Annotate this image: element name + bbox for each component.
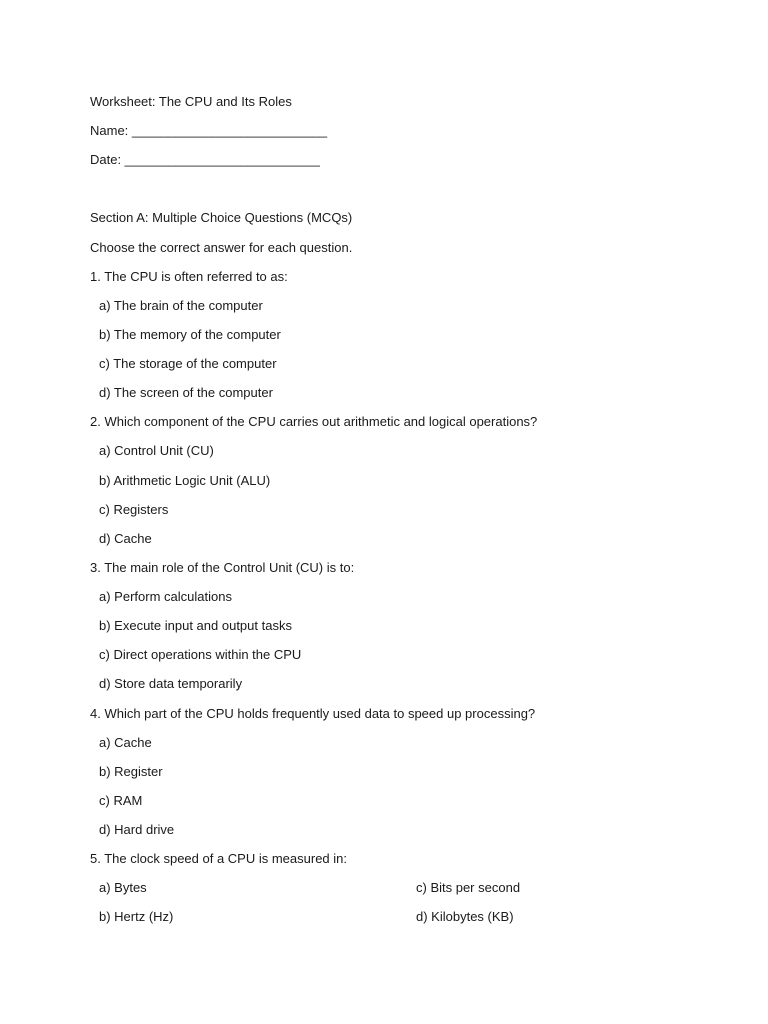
- question-4-option-b: b) Register: [99, 764, 163, 779]
- question-5-option-a: a) Bytes: [99, 880, 147, 895]
- date-field-line: Date: ___________________________: [90, 152, 320, 167]
- question-4-option-a: a) Cache: [99, 735, 152, 750]
- question-5-prompt: 5. The clock speed of a CPU is measured in:: [90, 851, 347, 866]
- question-1-option-c: c) The storage of the computer: [99, 356, 277, 371]
- name-field-line: Name: ___________________________: [90, 123, 328, 138]
- question-2-option-a: a) Control Unit (CU): [99, 443, 214, 458]
- question-2-option-c: c) Registers: [99, 502, 169, 517]
- section-heading: Section A: Multiple Choice Questions (MCQs): [90, 210, 353, 225]
- question-4-option-c: c) RAM: [99, 793, 143, 808]
- question-2-prompt: 2. Which component of the CPU carries out arithmetic and logical operations?: [90, 414, 538, 429]
- section-instruction: Choose the correct answer for each question.: [90, 240, 353, 255]
- question-3-option-c: c) Direct operations within the CPU: [99, 647, 302, 662]
- question-1-option-a: a) The brain of the computer: [99, 298, 263, 313]
- question-1-option-d: d) The screen of the computer: [99, 385, 273, 400]
- question-3-prompt: 3. The main role of the Control Unit (CU) is to:: [90, 560, 355, 575]
- question-1-option-b: b) The memory of the computer: [99, 327, 281, 342]
- question-3-option-a: a) Perform calculations: [99, 589, 232, 604]
- worksheet-title: Worksheet: The CPU and Its Roles: [90, 94, 292, 109]
- question-5-option-b: b) Hertz (Hz): [99, 909, 174, 924]
- question-3-option-d: d) Store data temporarily: [99, 676, 243, 691]
- question-5-option-d: d) Kilobytes (KB): [416, 909, 514, 924]
- question-3-option-b: b) Execute input and output tasks: [99, 618, 292, 633]
- question-4-prompt: 4. Which part of the CPU holds frequently used data to speed up processing?: [90, 706, 536, 721]
- question-1-prompt: 1. The CPU is often referred to as:: [90, 269, 288, 284]
- question-5-option-c: c) Bits per second: [416, 880, 521, 895]
- question-2-option-d: d) Cache: [99, 531, 152, 546]
- question-2-option-b: b) Arithmetic Logic Unit (ALU): [99, 473, 271, 488]
- question-4-option-d: d) Hard drive: [99, 822, 175, 837]
